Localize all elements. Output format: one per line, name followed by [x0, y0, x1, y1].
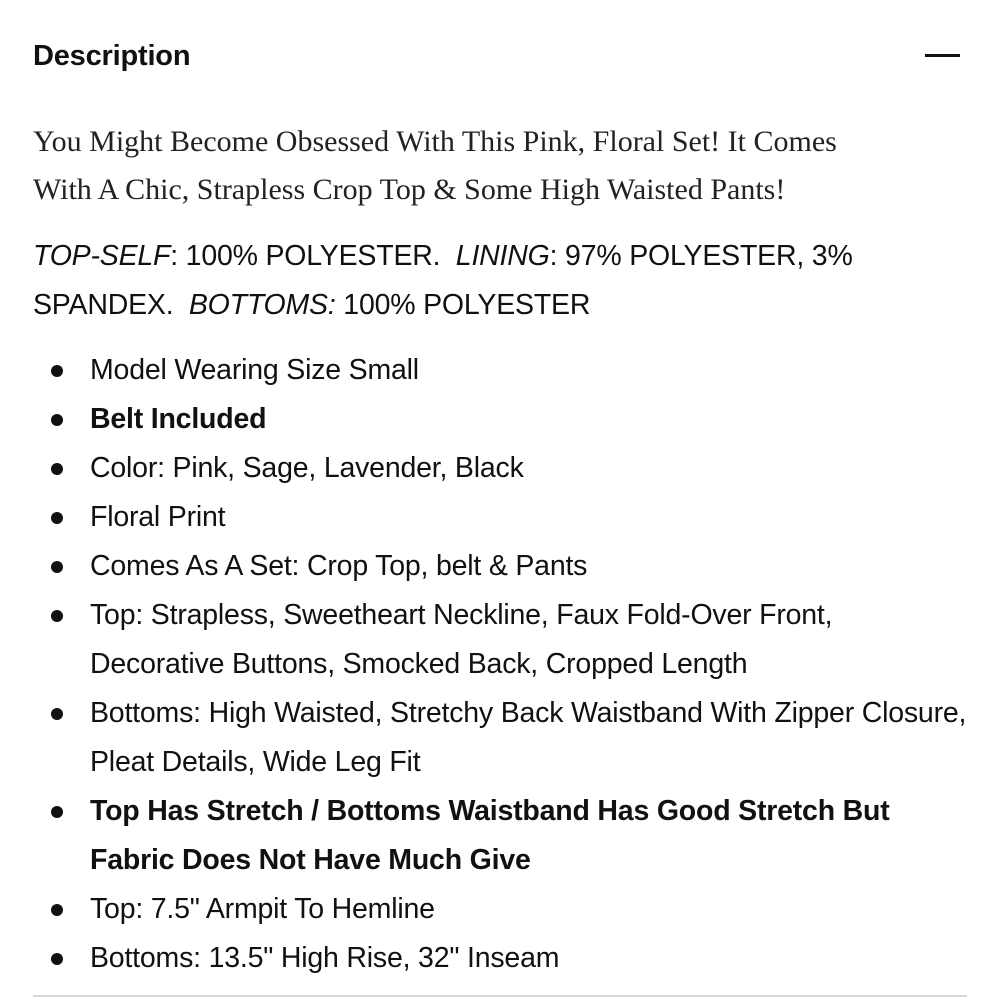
feature-item [33, 542, 973, 591]
feature-item [33, 493, 973, 542]
feature-text: Belt Included [90, 403, 267, 435]
bottoms-value: 100% POLYESTER [343, 289, 591, 321]
section-divider [33, 995, 967, 997]
feature-item [33, 444, 973, 493]
feature-text: Top: 7.5" Armpit To Hemline [90, 893, 435, 925]
feature-text: Top: Strapless, Sweetheart Neckline, Faux Fold-Over Front, Decorative Buttons, Smocked Back, Cropped Length [90, 599, 833, 680]
feature-item [33, 591, 973, 689]
lining-label: LINING [455, 240, 550, 272]
feature-item [33, 787, 973, 885]
bullet-icon [51, 610, 63, 622]
feature-item [33, 934, 973, 983]
top-self-value: : 100% POLYESTER. [170, 240, 441, 272]
lining-value: : 97% POLYESTER, 3% [549, 240, 853, 272]
top-self-label: TOP-SELF [33, 240, 171, 272]
feature-text: Top Has Stretch / Bottoms Waistband Has Good Stretch But Fabric Does Not Have Much Give [90, 795, 890, 876]
feature-item [33, 395, 973, 444]
bullet-icon [51, 708, 63, 720]
product-intro [33, 118, 973, 214]
intro-line-2: With A Chic, Strapless Crop Top & Some High Waisted Pants! [33, 173, 786, 206]
section-title: Description [33, 40, 191, 72]
feature-text: Floral Print [90, 501, 226, 533]
feature-text: Color: Pink, Sage, Lavender, Black [90, 452, 524, 484]
feature-text: Bottoms: 13.5" High Rise, 32" Inseam [90, 942, 560, 974]
intro-line-1: You Might Become Obsessed With This Pink, Floral Set! It Comes [33, 125, 837, 158]
bullet-icon [51, 953, 63, 965]
materials-info [33, 232, 973, 330]
feature-item [33, 346, 973, 395]
feature-item [33, 689, 973, 787]
feature-text: Bottoms: High Waisted, Stretchy Back Waistband With Zipper Closure, Pleat Details, Wide Leg Fit [90, 697, 967, 778]
feature-text: Model Wearing Size Small [90, 354, 419, 386]
minus-icon-bar [925, 54, 960, 57]
feature-list [33, 346, 973, 983]
lining-value-cont: SPANDEX. [33, 289, 174, 321]
feature-item [33, 885, 973, 934]
bullet-icon [51, 414, 63, 426]
bullet-icon [51, 512, 63, 524]
bullet-icon [51, 463, 63, 475]
bullet-icon [51, 904, 63, 916]
bullet-icon [51, 365, 63, 377]
bullet-icon [51, 806, 63, 818]
feature-text: Comes As A Set: Crop Top, belt & Pants [90, 550, 588, 582]
bottoms-label: BOTTOMS: [188, 289, 336, 321]
bullet-icon [51, 561, 63, 573]
minus-icon[interactable] [925, 44, 961, 68]
description-accordion-header[interactable] [0, 0, 1000, 112]
